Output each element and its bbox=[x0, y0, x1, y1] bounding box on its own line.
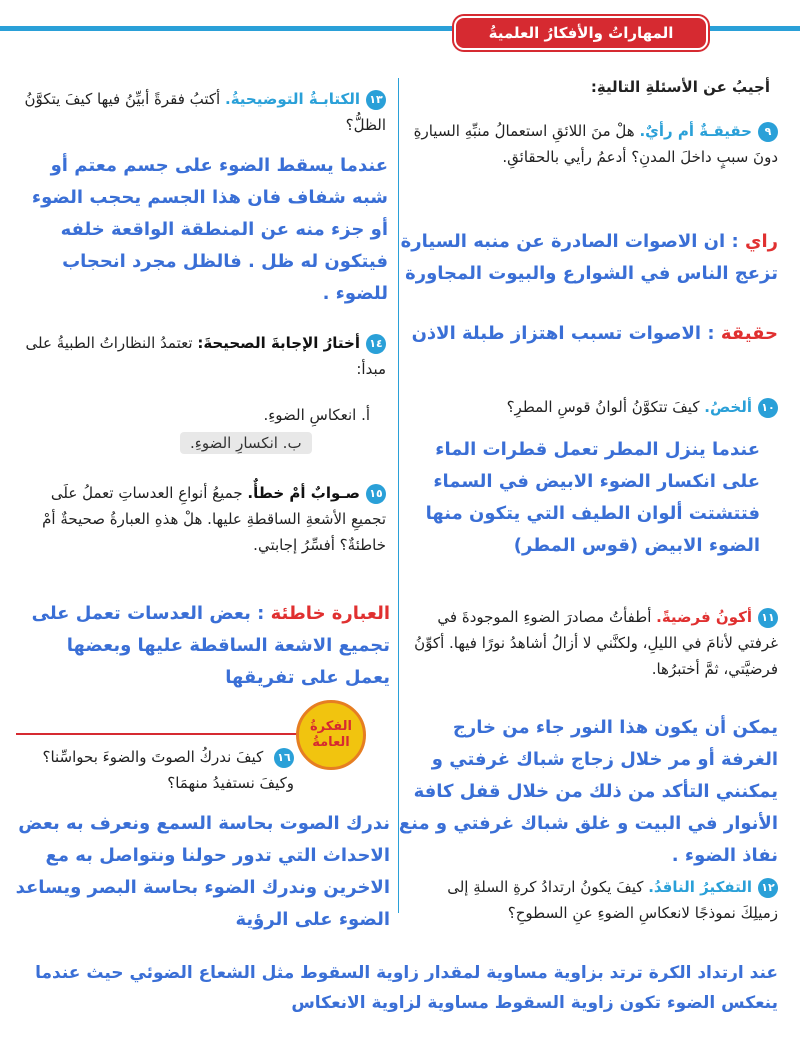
question-15 bbox=[14, 480, 386, 558]
question-number: ١٤ bbox=[366, 334, 386, 354]
answer-label: راي bbox=[744, 231, 778, 252]
question-label: حقيقـةٌ أم رأيٌ. bbox=[639, 122, 752, 140]
question-label: الكتابـةُ التوضيحيةُ. bbox=[225, 90, 360, 108]
section-rule bbox=[16, 733, 321, 735]
answer-9-fact bbox=[398, 318, 778, 350]
choice-a: أ. انعكاسِ الضوءِ. bbox=[263, 406, 370, 424]
question-13 bbox=[14, 86, 386, 138]
question-label: ألخصُ. bbox=[704, 398, 752, 416]
answer-text: : الاصوات تسبب اهتزاز طبلة الاذن bbox=[411, 323, 715, 344]
question-number: ١٣ bbox=[366, 90, 386, 110]
choice-b-selected: ب. انكسارِ الضوءِ. bbox=[180, 432, 312, 454]
question-text: تعتمدُ النظاراتُ الطبيةُ على مبدأ: bbox=[25, 334, 386, 378]
question-label: أختارُ الإجابةَ الصحيحةَ: bbox=[197, 334, 360, 352]
question-number: ١٦ bbox=[274, 748, 294, 768]
intro-heading: أجيبُ عن الأسئلةِ التاليةِ: bbox=[590, 78, 770, 96]
question-text: كيفَ تتكوَّنُ ألوانُ قوسِ المطرِ؟ bbox=[506, 398, 700, 416]
answer-16: ندرك الصوت بحاسة السمع ونعرف به بعض الاحداث التي تدور حولنا ونتواصل به مع الاخرين وندرك الضوء بحاسة البصر ويساعد الضوء على الرؤية bbox=[15, 813, 390, 930]
question-text: كيفَ ندركُ الصوتَ والضوءَ بحواسِّنا؟ وكيفَ نستفيدُ منهمَا؟ bbox=[42, 748, 294, 792]
question-text: أطفأتُ مصادرَ الضوءِ الموجودةَ في غرفتي لأنامَ في الليلِ، ولكنَّني لا أزالُ أشاهدُ نورًا فيها. أكوِّنُ فرضيَّتي، ثمَّ أختبرُها. bbox=[414, 608, 778, 678]
question-14 bbox=[14, 330, 386, 382]
answer-15 bbox=[30, 598, 390, 694]
answer-11: يمكن أن يكون هذا النور جاء من خارج الغرفة أو مر خلال زجاج شباك غرفتي و يمكنني التأكد من ذلك من خلال قفل كافة الأنوار في البيت و غلق شباك غرفتي و منع نفاذ الضوء . bbox=[398, 717, 778, 866]
question-number: ١٠ bbox=[758, 398, 778, 418]
answer-text: : ان الاصوات الصادرة عن منبه السيارة تزعج الناس في الشوارع والبيوت المجاورة bbox=[400, 231, 778, 284]
answer-12: عند ارتداد الكرة ترتد بزاوية مساوية لمقدار زاوية السقوط مثل الشعاع الضوئي حيث عندما ينعكس الضوء تكون زاوية السقوط مساوية لزاوية الانعكاس bbox=[35, 963, 778, 1013]
question-11 bbox=[408, 604, 778, 682]
question-number: ١٥ bbox=[366, 484, 386, 504]
question-number: ٩ bbox=[758, 122, 778, 142]
big-idea-badge: الفكرةُ العامةُ bbox=[296, 700, 366, 770]
question-label: صـوابٌ أمْ خطأٌ. bbox=[247, 484, 360, 502]
question-text: كيفَ يكونُ ارتدادُ كرةِ السلةِ إلى زميلِكَ نموذجًا لانعكاسِ الضوءِ عنِ السطوحِ؟ bbox=[447, 878, 778, 922]
question-number: ١١ bbox=[758, 608, 778, 628]
question-label: أكونُ فرضيةً. bbox=[656, 608, 752, 626]
answer-10: عندما ينزل المطر تعمل قطرات الماء على انكسار الضوء الابيض في السماء فتتشتت ألوان الطيف التي يتكون منها الضوء الابيض (قوس المطر) bbox=[425, 439, 760, 556]
question-16 bbox=[24, 744, 294, 796]
question-text: جميعُ أنواعِ العدساتِ تعملُ علَى تجميعِ الأشعةِ الساقطةِ عليها. هلْ هذهِ العبارةُ صحيحةٌ أمْ خاطئةٌ؟ أفسِّرُ إجابتي. bbox=[42, 484, 386, 554]
answer-13: عندما يسقط الضوء على جسم معتم أو شبه شفاف فان هذا الجسم يحجب الضوء أو جزء منه عن المنطقة الواقعة خلفه فيتكون له ظل . فالظل مجرد انحجاب للضوء . bbox=[31, 155, 388, 304]
answer-label: العبارة خاطئة bbox=[270, 603, 390, 624]
question-text: أكتبُ فقرةً أبيِّنُ فيها كيفَ يتكوَّنُ الظلُّ؟ bbox=[24, 90, 386, 134]
question-number: ١٢ bbox=[758, 878, 778, 898]
question-text: هلْ منَ اللائقِ استعمالُ منبِّهِ السيارةِ دونَ سببٍ داخلَ المدنِ؟ أدعمُ رأيي بالحقائقِ. bbox=[413, 122, 778, 166]
section-title: المهاراتُ والأفكارُ العلميةُ bbox=[454, 16, 708, 50]
answer-text: : بعض العدسات تعمل على تجميع الاشعة الساقطة عليها وبعضها يعمل على تفريقها bbox=[31, 603, 390, 688]
question-10 bbox=[408, 394, 778, 420]
question-9 bbox=[408, 118, 778, 170]
question-label: التفكيرُ الناقدُ. bbox=[648, 878, 752, 896]
answer-9-opinion bbox=[398, 226, 778, 290]
answer-label: حقيقة bbox=[720, 323, 778, 344]
question-12 bbox=[408, 874, 778, 926]
